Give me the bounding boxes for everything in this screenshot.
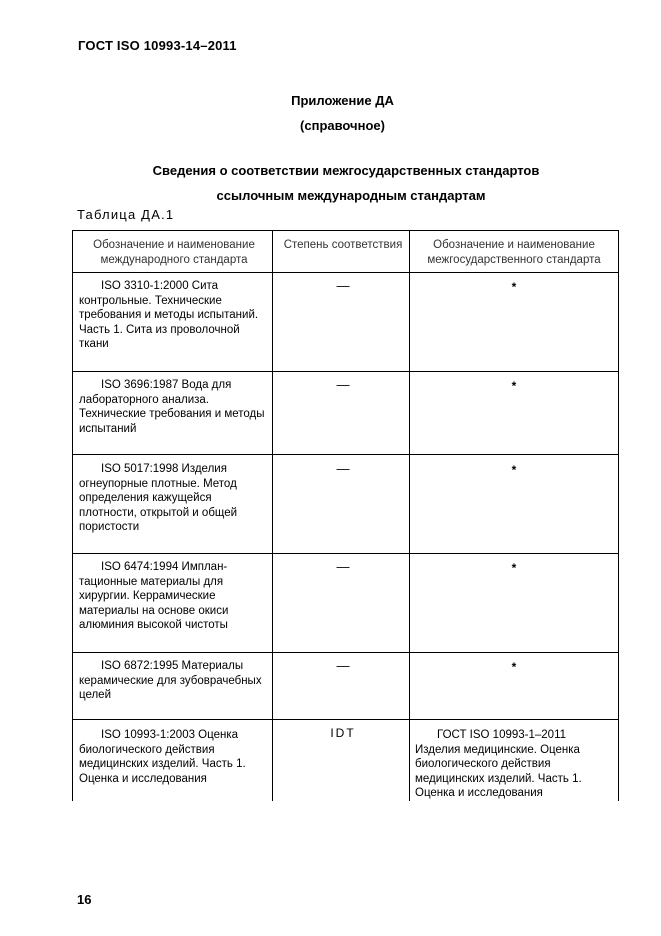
table-row-divider <box>72 371 619 372</box>
table-row-degree: — <box>336 377 350 392</box>
table-border-top <box>72 230 619 231</box>
standards-table <box>72 230 619 801</box>
table-border-right <box>618 230 619 801</box>
header-interstate-standard: Обозначение и наименование межгосударственного стандарта <box>427 239 601 266</box>
table-row-divider <box>72 454 619 455</box>
table-row-intl-standard: ISO 10993-1:2003 Оценка биологического действия медицинских изделий. Часть 1. Оценка и исследования <box>79 729 246 785</box>
table-row-intl-standard: ISO 5017:1998 Изделия огнеупорные плотные. Метод определения кажущейся плотности, открытой и общей пористости <box>79 463 238 534</box>
table-row-degree: IDT <box>330 726 356 740</box>
table-row-divider <box>72 719 619 720</box>
table-row-degree: — <box>336 278 350 293</box>
header-degree-of-compliance: Степень соответствия <box>283 239 403 251</box>
table-row-degree: — <box>336 461 350 476</box>
section-title-line-1: Сведения о соответствии межгосударственных стандартов <box>152 163 540 178</box>
table-row-divider <box>72 553 619 554</box>
table-row-interstate-standard: * <box>511 379 517 393</box>
table-row-interstate-standard: * <box>511 561 517 575</box>
table-row-interstate-standard: ГОСТ ISO 10993-1–2011 Изделия медицинские. Оценка биологического действия медицинских изделий. Часть 1. Оценка и исследования <box>415 729 582 800</box>
table-row-degree: — <box>336 658 350 673</box>
page-number: 16 <box>77 892 92 907</box>
appendix-subtitle: (справочное) <box>300 118 385 133</box>
table-row-divider <box>72 652 619 653</box>
table-row-intl-standard: ISO 3310-1:2000 Сита контрольные. Технические требования и методы испытаний. Часть 1. Сита из проволочной ткани <box>79 280 259 351</box>
table-caption: Таблица ДА.1 <box>77 207 175 222</box>
table-border-left <box>72 230 73 801</box>
appendix-title: Приложение ДА <box>291 93 394 108</box>
document-code-header: ГОСТ ISO 10993-14–2011 <box>78 38 237 53</box>
table-row-intl-standard: ISO 3696:1987 Вода для лабораторного анализа. Технические требования и методы испытаний <box>79 379 265 435</box>
table-column-divider <box>409 230 410 801</box>
table-row-divider <box>72 272 619 273</box>
table-column-divider <box>272 230 273 801</box>
table-row-intl-standard: ISO 6474:1994 Имплан-тационные материалы для хирургии. Керрамические материалы на основе окиси алюминия высокой чистоты <box>79 561 229 632</box>
table-row-interstate-standard: * <box>511 280 517 294</box>
header-international-standard: Обозначение и наименование международного стандарта <box>93 239 255 266</box>
table-row-intl-standard: ISO 6872:1995 Материалы керамические для зубоврачебных целей <box>79 660 262 702</box>
table-row-degree: — <box>336 559 350 574</box>
table-row-interstate-standard: * <box>511 660 517 674</box>
table-row-interstate-standard: * <box>511 463 517 477</box>
section-title-line-2: ссылочным международным стандартам <box>216 188 486 203</box>
